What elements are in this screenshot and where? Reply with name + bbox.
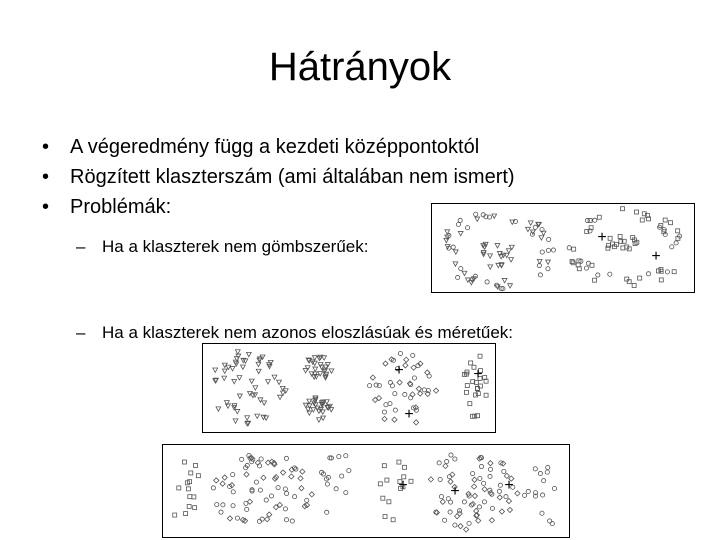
data-point-marker xyxy=(237,376,242,380)
data-point-marker xyxy=(425,370,430,375)
data-point-marker xyxy=(542,479,546,483)
data-point-marker xyxy=(471,471,475,475)
data-point-marker xyxy=(456,222,460,226)
data-point-marker xyxy=(227,516,232,521)
data-point-marker xyxy=(674,241,678,245)
data-point-marker xyxy=(640,218,644,222)
data-point-marker xyxy=(334,487,338,491)
data-point-marker xyxy=(596,273,600,277)
data-point-marker xyxy=(192,495,196,499)
data-point-marker xyxy=(244,501,248,505)
data-point-marker xyxy=(418,391,423,396)
data-point-marker xyxy=(502,278,507,282)
data-point-marker xyxy=(409,383,413,387)
data-point-marker xyxy=(257,464,261,468)
data-point-marker xyxy=(255,414,260,418)
data-point-marker xyxy=(515,491,520,496)
data-point-marker xyxy=(325,510,329,514)
data-point-marker xyxy=(213,368,218,372)
data-point-marker xyxy=(403,392,407,396)
data-point-marker xyxy=(222,475,227,480)
data-point-marker xyxy=(464,527,469,532)
dash-glyph: – xyxy=(76,323,86,342)
data-point-marker xyxy=(608,236,612,240)
bullet-glyph: • xyxy=(42,136,50,158)
sub-bullet-text: Ha a klaszterek nem azonos eloszlásúak és méretűek: xyxy=(102,323,514,342)
scatter-plot-svg xyxy=(432,204,694,292)
data-point-marker xyxy=(222,369,227,373)
data-point-marker xyxy=(253,386,258,390)
data-point-marker xyxy=(488,474,492,478)
data-point-marker xyxy=(266,380,271,384)
data-point-marker xyxy=(344,454,348,458)
data-point-marker xyxy=(385,478,389,482)
data-point-marker xyxy=(593,218,597,222)
data-point-marker xyxy=(488,461,493,466)
data-point-marker xyxy=(669,221,673,225)
data-point-marker xyxy=(540,250,544,254)
data-point-marker xyxy=(663,232,667,236)
data-point-marker xyxy=(478,354,482,358)
data-point-marker xyxy=(444,238,449,242)
data-point-marker xyxy=(546,465,550,469)
data-point-marker xyxy=(488,254,493,258)
data-point-marker xyxy=(189,471,193,475)
centroid-marker: + xyxy=(450,483,460,500)
data-point-marker xyxy=(235,409,240,413)
data-point-marker xyxy=(269,494,273,498)
data-point-marker xyxy=(632,283,636,287)
data-point-marker xyxy=(256,362,261,366)
data-point-marker xyxy=(540,511,544,515)
data-point-marker xyxy=(439,495,443,499)
slide-title: Hátrányok xyxy=(268,45,452,89)
data-point-marker xyxy=(260,517,264,521)
data-point-marker xyxy=(232,379,237,383)
data-point-marker xyxy=(676,229,680,233)
data-point-marker xyxy=(479,464,483,468)
data-point-marker xyxy=(184,512,188,516)
data-point-marker xyxy=(289,474,294,479)
data-point-marker xyxy=(387,500,391,504)
bullet-item-initial-centers xyxy=(42,132,515,162)
data-point-marker xyxy=(484,393,488,397)
data-point-marker xyxy=(469,361,473,365)
data-point-marker xyxy=(506,249,511,253)
data-point-marker xyxy=(576,263,580,267)
data-point-marker xyxy=(216,407,221,411)
data-point-marker xyxy=(528,221,533,225)
bullet-item-fixed-cluster-count xyxy=(42,162,515,192)
data-point-marker xyxy=(393,392,397,396)
sub-bullet-text: Ha a klaszterek nem gömbszerűek: xyxy=(102,237,369,256)
data-point-marker xyxy=(382,416,387,421)
data-point-marker xyxy=(173,513,177,517)
data-point-marker xyxy=(665,270,669,274)
data-point-marker xyxy=(230,367,235,371)
data-point-marker xyxy=(376,395,381,400)
centroid-marker: + xyxy=(473,366,483,383)
data-point-marker xyxy=(448,510,452,514)
figure-different-density-clusters xyxy=(162,444,570,538)
data-point-marker xyxy=(277,380,282,384)
data-point-marker xyxy=(412,376,416,380)
data-point-marker xyxy=(547,237,551,241)
data-point-marker xyxy=(621,246,625,250)
figure-different-size-clusters xyxy=(202,343,496,433)
data-point-marker xyxy=(477,505,481,509)
data-point-marker xyxy=(246,352,251,356)
data-point-marker xyxy=(492,214,497,218)
data-point-marker xyxy=(247,453,251,457)
bullet-text: Rögzített klaszterszám (ami általában nem ismert) xyxy=(70,166,515,188)
data-point-marker xyxy=(290,519,294,523)
data-point-marker xyxy=(276,486,280,490)
data-point-marker xyxy=(411,353,415,357)
data-point-marker xyxy=(467,521,471,525)
data-point-marker xyxy=(443,463,448,468)
data-point-marker xyxy=(488,467,492,471)
data-point-marker xyxy=(526,489,530,493)
data-point-marker xyxy=(312,356,317,360)
data-point-marker xyxy=(438,477,442,481)
data-point-marker xyxy=(468,402,472,406)
data-point-marker xyxy=(672,270,676,274)
data-point-marker xyxy=(454,514,459,519)
data-point-marker xyxy=(245,416,250,420)
sub-bullet-non-spherical xyxy=(76,236,368,258)
data-point-marker xyxy=(284,491,288,495)
data-point-marker xyxy=(240,365,245,369)
data-point-marker xyxy=(458,524,463,529)
bullet-glyph: • xyxy=(42,166,50,188)
data-point-marker xyxy=(618,234,622,238)
scatter-plot-svg xyxy=(163,445,569,537)
data-point-marker xyxy=(390,384,394,388)
data-point-marker xyxy=(409,479,413,483)
data-point-marker xyxy=(220,481,225,486)
bullet-text: Problémák: xyxy=(70,196,172,218)
data-point-marker xyxy=(462,271,467,275)
data-point-marker xyxy=(305,498,309,502)
data-point-marker xyxy=(313,367,318,371)
data-point-marker xyxy=(284,456,288,460)
data-point-marker xyxy=(298,476,303,481)
data-point-marker xyxy=(373,397,378,402)
data-point-marker xyxy=(456,275,460,279)
data-point-marker xyxy=(370,375,375,380)
data-point-marker xyxy=(398,351,402,355)
data-point-marker xyxy=(508,284,513,288)
data-point-marker xyxy=(382,464,386,468)
data-point-marker xyxy=(177,486,181,490)
data-point-marker xyxy=(474,212,478,216)
data-point-marker xyxy=(344,490,348,494)
data-point-marker xyxy=(397,460,401,464)
data-point-marker xyxy=(437,461,441,465)
data-point-marker xyxy=(490,506,494,510)
data-point-marker xyxy=(382,410,386,414)
data-point-marker xyxy=(392,417,397,422)
data-point-marker xyxy=(428,477,433,482)
data-point-marker xyxy=(231,504,235,508)
data-point-marker xyxy=(414,408,418,412)
data-point-marker xyxy=(433,388,438,393)
data-point-marker xyxy=(258,488,262,492)
data-point-marker xyxy=(475,217,480,221)
data-point-marker xyxy=(476,392,480,396)
data-point-marker xyxy=(635,210,639,214)
data-point-marker xyxy=(550,522,554,526)
data-point-marker xyxy=(453,523,457,527)
data-point-marker xyxy=(571,261,575,265)
data-point-marker xyxy=(620,207,624,211)
data-point-marker xyxy=(416,386,421,391)
data-point-marker xyxy=(504,495,508,499)
data-point-marker xyxy=(584,266,588,270)
data-point-marker xyxy=(249,379,254,383)
data-point-marker xyxy=(284,518,288,522)
data-point-marker xyxy=(570,259,574,263)
data-point-marker xyxy=(526,227,531,231)
data-point-marker xyxy=(465,384,469,388)
data-point-marker xyxy=(663,218,667,222)
data-point-marker xyxy=(215,502,219,506)
data-point-marker xyxy=(502,469,506,473)
data-point-marker xyxy=(388,401,392,405)
data-point-marker xyxy=(593,278,597,282)
data-point-marker xyxy=(597,215,601,219)
data-point-marker xyxy=(283,507,287,511)
data-point-marker xyxy=(495,244,500,248)
data-point-marker xyxy=(497,495,502,500)
data-point-marker xyxy=(522,493,526,497)
scatter-plot-svg xyxy=(203,344,495,432)
data-point-marker xyxy=(485,280,489,284)
data-point-marker xyxy=(254,480,258,484)
data-point-marker xyxy=(453,262,458,266)
data-point-marker xyxy=(427,374,431,378)
data-point-marker xyxy=(211,486,215,490)
data-point-marker xyxy=(245,507,249,511)
data-point-marker xyxy=(625,277,629,281)
data-point-marker xyxy=(474,393,478,397)
data-point-marker xyxy=(256,369,261,373)
data-point-marker xyxy=(577,267,581,271)
data-point-marker xyxy=(488,490,493,495)
data-point-marker xyxy=(240,457,244,461)
centroid-marker: + xyxy=(597,229,607,246)
data-point-marker xyxy=(383,515,387,519)
centroid-marker: + xyxy=(394,362,404,379)
data-point-marker xyxy=(231,490,235,494)
data-point-marker xyxy=(196,474,200,478)
data-point-marker xyxy=(481,481,485,485)
centroid-marker: + xyxy=(504,477,514,494)
bullet-text: A végeredmény függ a kezdeti középpontoktól xyxy=(70,136,480,158)
data-point-marker xyxy=(462,500,466,504)
data-point-marker xyxy=(453,250,458,254)
data-point-marker xyxy=(552,486,556,490)
data-point-marker xyxy=(397,380,402,385)
data-point-marker xyxy=(237,394,242,398)
data-point-marker xyxy=(280,470,285,475)
data-point-marker xyxy=(422,388,426,392)
data-point-marker xyxy=(453,457,457,461)
data-point-marker xyxy=(646,272,650,276)
data-point-marker xyxy=(261,475,266,480)
data-point-marker xyxy=(231,473,235,477)
data-point-marker xyxy=(497,489,501,493)
data-point-marker xyxy=(407,381,412,386)
data-point-marker xyxy=(383,361,388,366)
data-point-marker xyxy=(449,453,453,457)
data-point-marker xyxy=(585,218,589,222)
data-point-marker xyxy=(488,265,493,269)
data-point-marker xyxy=(472,477,477,482)
sub-bullet-different-distribution xyxy=(76,322,513,344)
data-point-marker xyxy=(214,478,219,483)
data-point-marker xyxy=(384,403,388,407)
data-point-marker xyxy=(278,395,283,399)
data-point-marker xyxy=(414,420,419,425)
data-point-marker xyxy=(482,500,486,504)
data-point-marker xyxy=(235,350,240,354)
data-point-marker xyxy=(222,376,227,380)
data-point-marker xyxy=(608,272,612,276)
data-point-marker xyxy=(264,498,268,502)
dash-glyph: – xyxy=(76,237,86,256)
data-point-marker xyxy=(498,483,502,487)
data-point-marker xyxy=(443,518,447,522)
data-point-marker xyxy=(325,482,329,486)
data-point-marker xyxy=(186,487,190,491)
data-point-marker xyxy=(459,266,463,270)
centroid-marker: + xyxy=(651,248,661,265)
data-point-marker xyxy=(393,408,397,412)
data-point-marker xyxy=(259,457,263,461)
data-point-marker xyxy=(546,267,550,271)
data-point-marker xyxy=(538,273,542,277)
data-point-marker xyxy=(472,493,477,498)
data-point-marker xyxy=(317,418,322,422)
data-point-marker xyxy=(235,516,239,520)
data-point-marker xyxy=(445,459,449,463)
data-point-marker xyxy=(272,375,277,379)
data-point-marker xyxy=(659,278,663,282)
data-point-marker xyxy=(187,504,191,508)
data-point-marker xyxy=(340,474,344,478)
data-point-marker xyxy=(627,280,631,284)
data-point-marker xyxy=(466,226,470,230)
data-point-marker xyxy=(471,484,476,489)
data-point-marker xyxy=(367,384,371,388)
data-point-marker xyxy=(188,495,192,499)
centroid-marker: + xyxy=(404,406,414,423)
data-point-marker xyxy=(545,470,549,474)
data-point-marker xyxy=(464,390,468,394)
data-point-marker xyxy=(182,460,186,464)
data-point-marker xyxy=(347,469,351,473)
data-point-marker xyxy=(458,218,462,222)
data-point-marker xyxy=(541,493,545,497)
data-point-marker xyxy=(572,247,576,251)
data-point-marker xyxy=(447,475,451,479)
data-point-marker xyxy=(337,454,341,458)
data-point-marker xyxy=(404,357,409,362)
data-point-marker xyxy=(244,472,249,477)
data-point-marker xyxy=(539,236,544,240)
data-point-marker xyxy=(381,496,385,500)
data-point-marker xyxy=(193,463,197,467)
data-point-marker xyxy=(307,411,312,415)
data-point-marker xyxy=(478,476,482,480)
data-point-marker xyxy=(538,471,542,475)
figure-non-spherical-clusters xyxy=(431,203,695,293)
data-point-marker xyxy=(507,507,512,512)
data-point-marker xyxy=(193,506,197,510)
data-point-marker xyxy=(546,248,550,252)
data-point-marker xyxy=(451,245,455,249)
data-point-marker xyxy=(510,220,515,224)
data-point-marker xyxy=(329,369,334,373)
data-point-marker xyxy=(638,276,642,280)
data-point-marker xyxy=(262,401,267,405)
data-point-marker xyxy=(303,369,308,373)
data-point-marker xyxy=(440,499,445,504)
data-point-marker xyxy=(233,419,238,423)
data-point-marker xyxy=(378,482,382,486)
data-point-marker xyxy=(458,231,463,235)
data-point-marker xyxy=(537,263,541,267)
centroid-marker: + xyxy=(398,477,408,494)
data-point-marker xyxy=(489,518,494,523)
data-point-marker xyxy=(219,510,223,514)
data-point-marker xyxy=(533,225,537,229)
data-point-marker xyxy=(300,469,305,474)
bullet-glyph: • xyxy=(42,196,50,218)
data-point-marker xyxy=(281,391,286,395)
data-point-marker xyxy=(309,492,314,497)
data-point-marker xyxy=(221,503,225,507)
data-point-marker xyxy=(283,487,287,491)
data-point-marker xyxy=(402,465,406,469)
data-point-marker xyxy=(293,495,297,499)
data-point-marker xyxy=(257,519,261,523)
data-point-marker xyxy=(482,487,487,492)
data-point-marker xyxy=(670,245,674,249)
data-point-marker xyxy=(533,467,537,471)
data-point-marker xyxy=(499,509,504,514)
data-point-marker xyxy=(551,248,555,252)
data-point-marker xyxy=(299,486,304,491)
data-point-marker xyxy=(506,498,511,503)
data-point-marker xyxy=(224,401,229,405)
data-point-marker xyxy=(567,246,571,250)
data-point-marker xyxy=(546,260,551,264)
data-point-marker xyxy=(509,258,514,262)
data-point-marker xyxy=(391,518,395,522)
data-point-marker xyxy=(322,356,327,360)
